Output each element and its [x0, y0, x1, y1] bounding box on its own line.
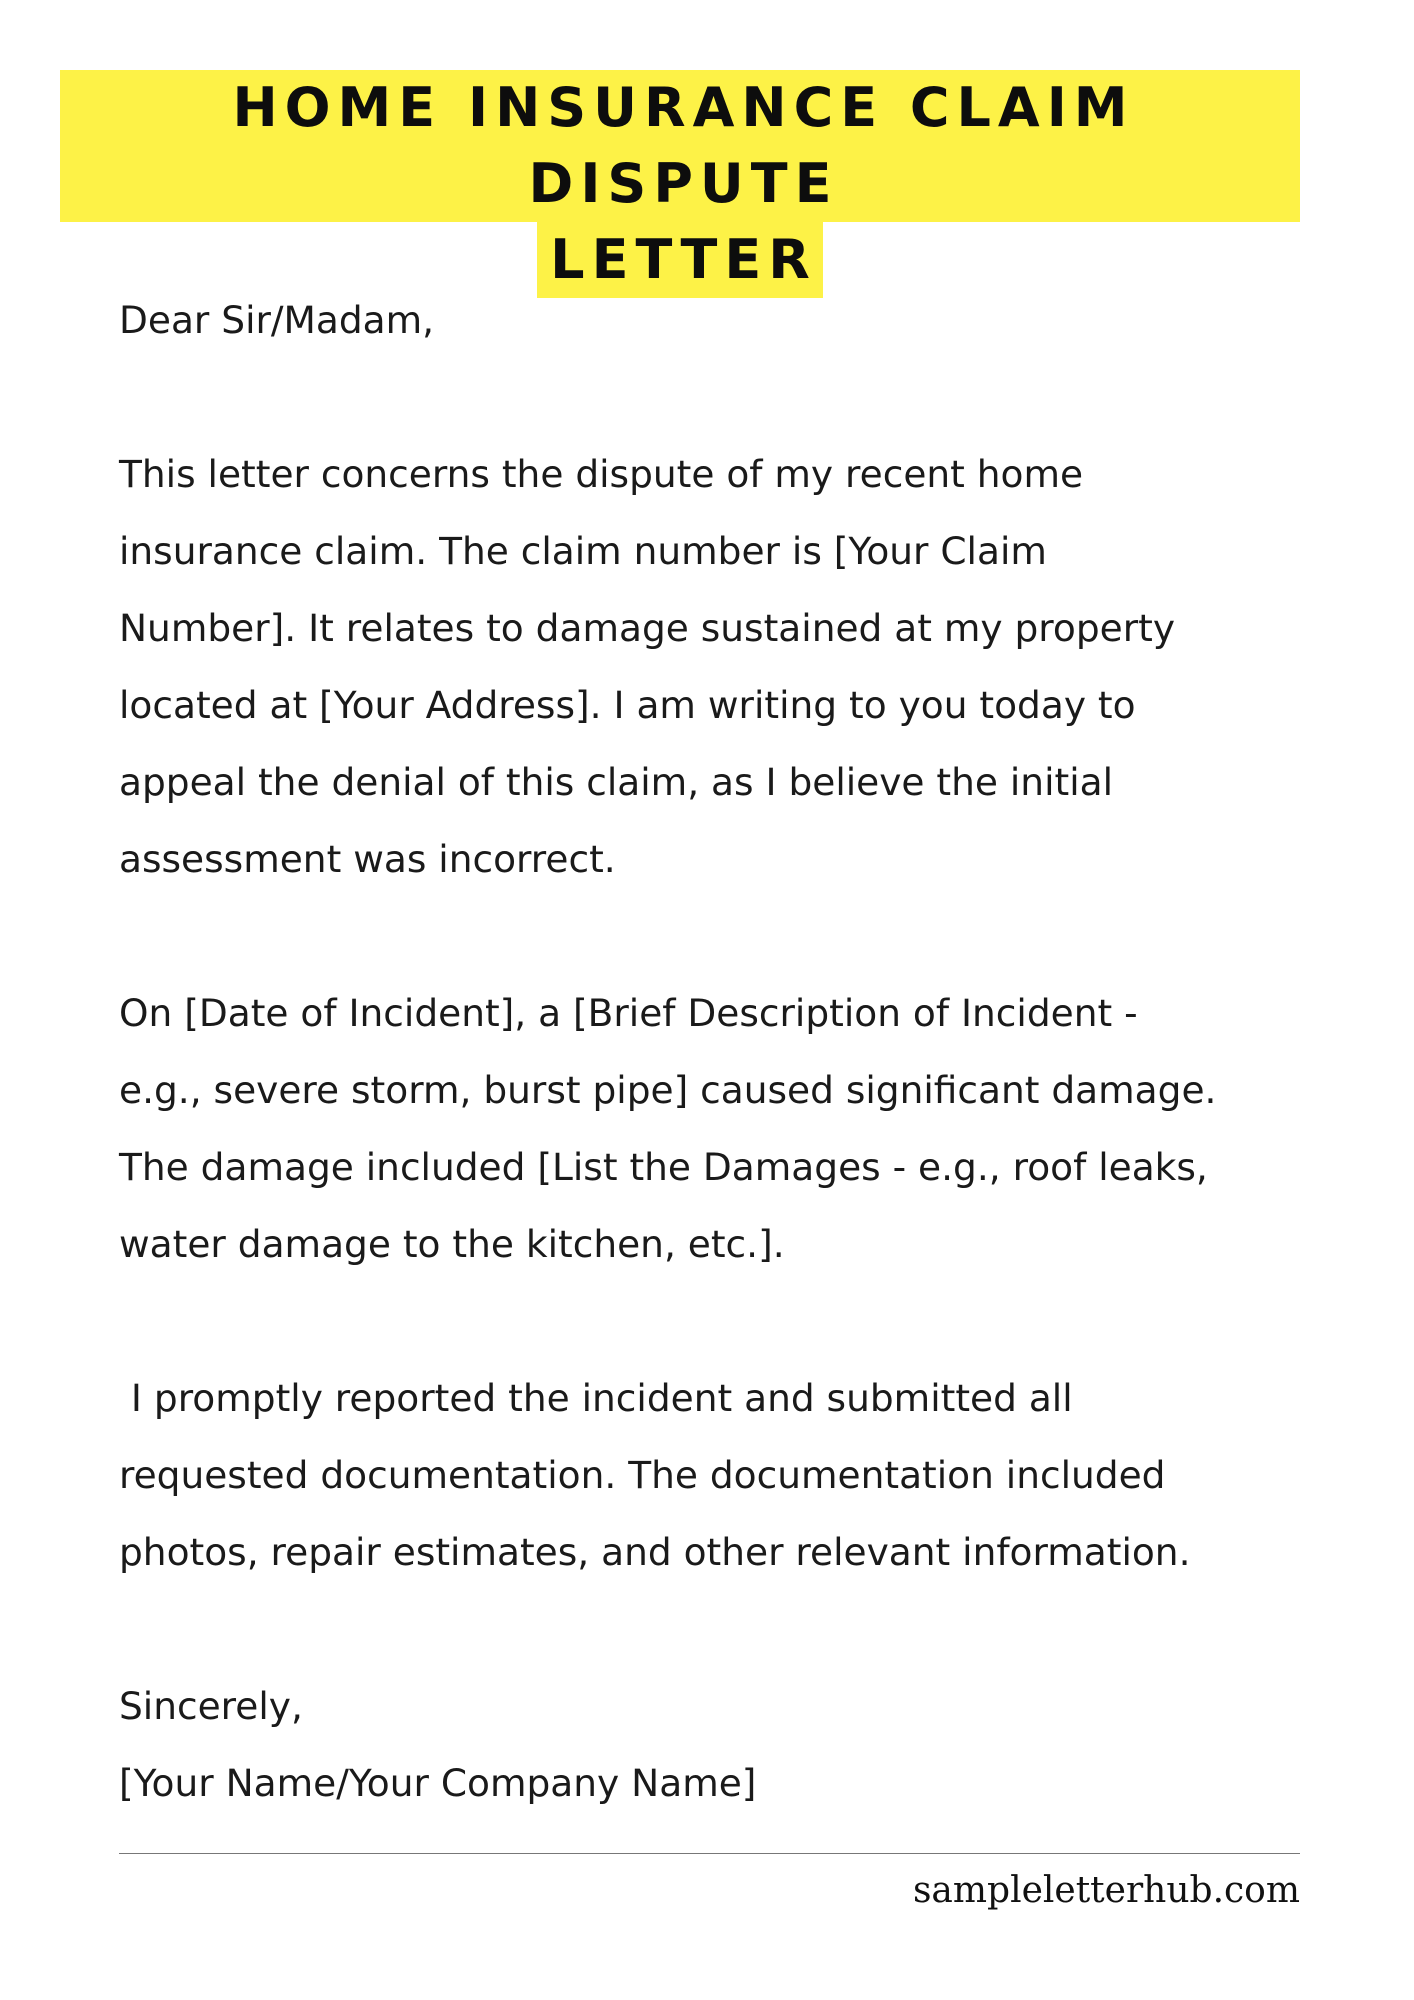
salutation: Dear Sir/Madam,	[119, 298, 435, 342]
paragraph-line: appeal the denial of this claim, as I believe the initial	[119, 760, 1114, 804]
paragraph-line: e.g., severe storm, burst pipe] caused significant damage.	[119, 1068, 1217, 1112]
paragraph-gap	[119, 898, 1359, 975]
paragraph-line: insurance claim. The claim number is [Your Claim	[119, 529, 1047, 573]
paragraph-line: assessment was incorrect.	[119, 837, 616, 881]
paragraph-line: located at [Your Address]. I am writing to you today to	[119, 683, 1136, 727]
paragraph-line: I promptly reported the incident and submitted all	[119, 1376, 1073, 1420]
signature: [Your Name/Your Company Name]	[119, 1761, 757, 1805]
paragraph-gap	[119, 1591, 1359, 1668]
paragraph-line: On [Date of Incident], a [Brief Description of Incident -	[119, 991, 1138, 1035]
website-footer: sampleletterhub.com	[912, 1870, 1300, 1911]
paragraph-line: This letter concerns the dispute of my recent home	[119, 452, 1084, 496]
paragraph-line: requested documentation. The documentation included	[119, 1453, 1166, 1497]
paragraph-1	[119, 436, 1359, 898]
paragraph-line: The damage included [List the Damages - e.g., roof leaks,	[119, 1145, 1208, 1189]
closing: Sincerely,	[119, 1684, 303, 1728]
paragraph-line: water damage to the kitchen, etc.].	[119, 1222, 785, 1266]
letter-body	[119, 282, 1359, 1822]
paragraph-line: Number]. It relates to damage sustained at my property	[119, 606, 1176, 650]
title-line-2: LETTER	[537, 222, 823, 298]
paragraph-2	[119, 975, 1359, 1283]
paragraph-gap	[119, 359, 1359, 436]
letter-title	[60, 70, 1300, 298]
footer-divider	[119, 1853, 1300, 1854]
title-line-1: HOME INSURANCE CLAIM DISPUTE	[60, 70, 1300, 222]
paragraph-line: photos, repair estimates, and other relevant information.	[119, 1530, 1191, 1574]
paragraph-3	[119, 1360, 1359, 1591]
paragraph-gap	[119, 1283, 1359, 1360]
